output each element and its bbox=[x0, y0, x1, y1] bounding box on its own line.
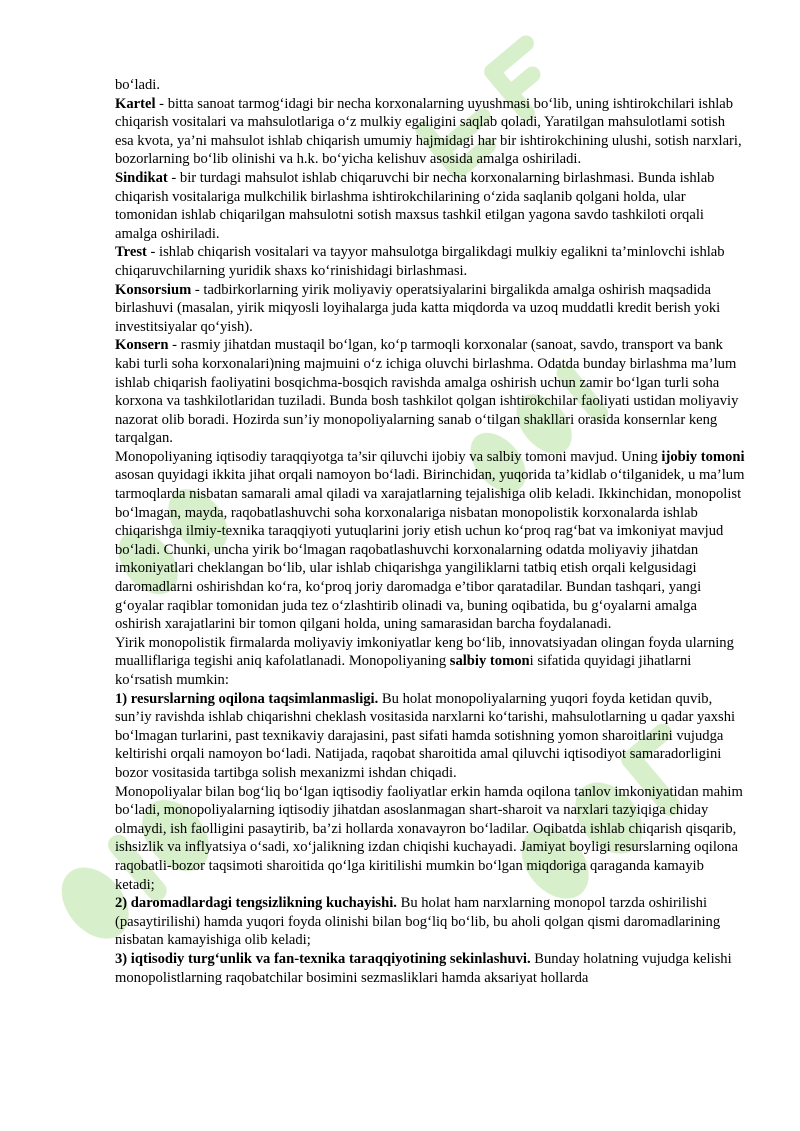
term-salbiy-tomon: salbiy tomon bbox=[449, 653, 530, 670]
paragraph-monopoliyalar bbox=[115, 783, 745, 895]
paragraph-text: - tadbirkorlarning yirik moliyaviy operatsiyalarini birgalikda amalga oshirish maqsadida birlashuvi (masalan, yirik miqyosli loyihalarga juda katta miqdorda va uzoq muddatli kredit berish yoki investitsiyalar qo‘yish). bbox=[115, 281, 721, 335]
paragraph-text: bo‘ladi. bbox=[115, 77, 160, 93]
paragraph-text: - bitta sanoat tarmog‘idagi bir necha korxonalarning uyushmasi bo‘lib, uning ishtirokchilari ishlab chiqarish vositalari va mahsulotlariga o‘z mulkiy egaligini saqlab qoladi, Yaratilgan mahsulotlami sotish esa kvota, ya’ni mahsulot ishlab chiqarish umumiy hajmidagi har bir ishtirokchining ulushi, sotish narxlari, bozorlarning bo‘lib olinishi va h.k. bo‘yicha kelishuv asosida amalga oshiriladi. bbox=[115, 95, 742, 168]
paragraph-point-2 bbox=[115, 894, 745, 950]
paragraph-text: Yirik monopolistik firmalarda moliyaviy imkoniyatlar keng bo‘lib, innovatsiyadan olingan foyda ularning mualliflariga tegishi aniq kafolatlanadi. Monopoliyaning bbox=[115, 634, 734, 670]
term-konsern: Konsern bbox=[115, 337, 169, 354]
point-3-heading: 3) iqtisodiy turg‘unlik va fan-texnika taraqqiyotining sekinlashuvi. bbox=[115, 950, 531, 967]
paragraph-text: - bir turdagi mahsulot ishlab chiqaruvchi bir necha korxonalarning birlashmasi. Bunda ishlab chiqarish vositalariga mulkchilik birlashma ishtirokchilarining o‘zida saqlanib qolgani holda, ular tomonidan ishlab chiqarilgan mahsulotni sotish maxsus tashkil etilgan yagona savdo tashkiloti orqali amalga oshiriladi. bbox=[115, 169, 715, 242]
term-ijobiy-tomoni: ijobiy tomoni bbox=[661, 448, 745, 465]
paragraph-point-3 bbox=[115, 950, 745, 987]
point-2-heading: 2) daromadlardagi tengsizlikning kuchayishi. bbox=[115, 895, 397, 912]
paragraph-intro bbox=[115, 76, 745, 95]
paragraph-text: - ishlab chiqarish vositalari va tayyor mahsulotga birgalikdagi mulkiy egalikni ta’minlovchi ishlab chiqaruvchilarning yuridik shaxs ko‘rinishidagi birlashmasi. bbox=[115, 244, 725, 279]
paragraph-text: Bu holat ham narxlarning monopol tarzda oshirilishi (pasaytirilishi) hamda yuqori foyda olinishi bilan bog‘liq bo‘lib, bu aholi qolgan qismi daromadlarining nisbatan kamayishiga olib keladi; bbox=[115, 895, 721, 949]
paragraph-text: Bunday holatning vujudga kelishi monopolistlarning raqobatchilar bosimini sezmasliklari hamda aksariyat hollarda bbox=[115, 950, 732, 986]
paragraph-text: - rasmiy jihatdan mustaqil bo‘lgan, ko‘p tarmoqli korxonalar (sanoat, savdo, transport va bank kabi turli soha korxonalari)ning majmuini o‘z ichiga oluvchi birlashma. Odatda bunday birlashma ma’lum ishlab chiqarish faoliyatini bosqichma-bosqich ravishda amalga oshirish uchun zamir bo‘lgan turli soha korxona va tashkilotlaridan tuziladi. Bunda bosh tashkilot qolgan ishtirokchilar faoliyati ustidan moliyaviy nazorat olib boradi. Hozirda sun’iy monopoliyalarning sanab o‘tilgan shakllari orasida konsernlar keng tarqalgan. bbox=[115, 337, 739, 447]
term-sindikat: Sindikat bbox=[115, 169, 168, 186]
paragraph-sindikat bbox=[115, 169, 745, 243]
term-kartel: Kartel bbox=[115, 95, 156, 112]
paragraph-kartel bbox=[115, 95, 745, 169]
term-trest: Trest bbox=[115, 244, 147, 261]
point-1-heading: 1) resurslarning oqilona taqsimlanmasligi. bbox=[115, 690, 379, 707]
paragraph-trest bbox=[115, 243, 745, 280]
paragraph-text: asosan quyidagi ikkita jihat orqali namoyon bo‘ladi. Birinchidan, yuqorida ta’kidlab o‘tilganidek, u ma’lum tarmoqlarda nisbatan samarali amal qiladi va xarajatlarning tejalishiga olib keladi. Ikkinchidan, monopolist bo‘lmagan, mayda, raqobatlashuvchi soha korxonalariga nisbatan monopolistik korxonalarda ishlab chiqarishga ilmiy-texnika taraqqiyoti yutuqlarini joriy etish uchun ko‘proq rag‘bat va imkoniyat mavjud bo‘ladi. Chunki, uncha yirik bo‘lmagan raqobatlashuvchi korxonalarning odatda moliyaviy jihatdan imkoniyatlari cheklangan bo‘lib, ular ishlab chiqarishga yangiliklarni tatbiq etish orqali kelgusidagi daromadlarni oshirishdan ko‘ra, ko‘proq joriy daromadga e’tibor qaratadilar. Bundan tashqari, yangi g‘oyalar raqiblar tomonidan juda tez o‘zlashtirib olinadi va, buning oqibatida, bu g‘oyalarni amalga oshirish xarajatlarini bir tomon qilgani holda, uning samarasidan barcha foydalanadi. bbox=[115, 467, 745, 633]
paragraph-text: Bu holat monopoliyalarning yuqori foyda ketidan quvib, sun’iy ravishda ishlab chiqarishni cheklash vositasida narxlarni ko‘tarishi, mahsulotlarning u qadar yaxshi bo‘lmagan turlarini, past texnikaviy darajasini, past sifati hamda sotishning yomon sharoitlarini vujudga keltirishi orqali namoyon bo‘ladi. Natijada, raqobat sharoitida amal qiluvchi iqtisodiyot samaradorligini bozor vositasida tartibga solish mexanizmi ishdan chiqadi. bbox=[115, 690, 736, 781]
paragraph-text: Monopoliyaning iqtisodiy taraqqiyotga ta’sir qiluvchi ijobiy va salbiy tomoni mavjud. Uning bbox=[115, 448, 662, 465]
paragraph-point-1 bbox=[115, 690, 745, 783]
paragraph-text: i sifatida quyidagi jihatlarni ko‘rsatish mumkin: bbox=[115, 653, 692, 688]
paragraph-salbiy bbox=[115, 634, 745, 690]
term-konsorsium: Konsorsium bbox=[115, 281, 192, 298]
paragraph-konsorsium bbox=[115, 281, 745, 337]
document-page bbox=[115, 76, 745, 987]
paragraph-text: Monopoliyalar bilan bog‘liq bo‘lgan iqtisodiy faoliyatlar erkin hamda oqilona tanlov imkoniyatidan mahim bo‘ladi, monopoliyalarning iqtisodiy jihatdan asoslanmagan shart-sharoit va narxlari tazyiqiga chiday olmaydi, ish faolligini pasaytirib, ba’zi hollarda xonavayron bo‘ladilar. Oqibatda ishlab chiqarish qisqarib, ishsizlik va inflyatsiya o‘sadi, xo‘jalikning izdan chiqishi kuchayadi. Jamiyat boyligi resurslarning oqilona raqobatli-bozor taqsimoti sharoitida qo‘lga kiritilishi mumkin bo‘lgan miqdoriga qaraganda kamayib ketadi; bbox=[115, 783, 743, 893]
paragraph-konsern bbox=[115, 336, 745, 448]
paragraph-ijobiy bbox=[115, 448, 745, 634]
